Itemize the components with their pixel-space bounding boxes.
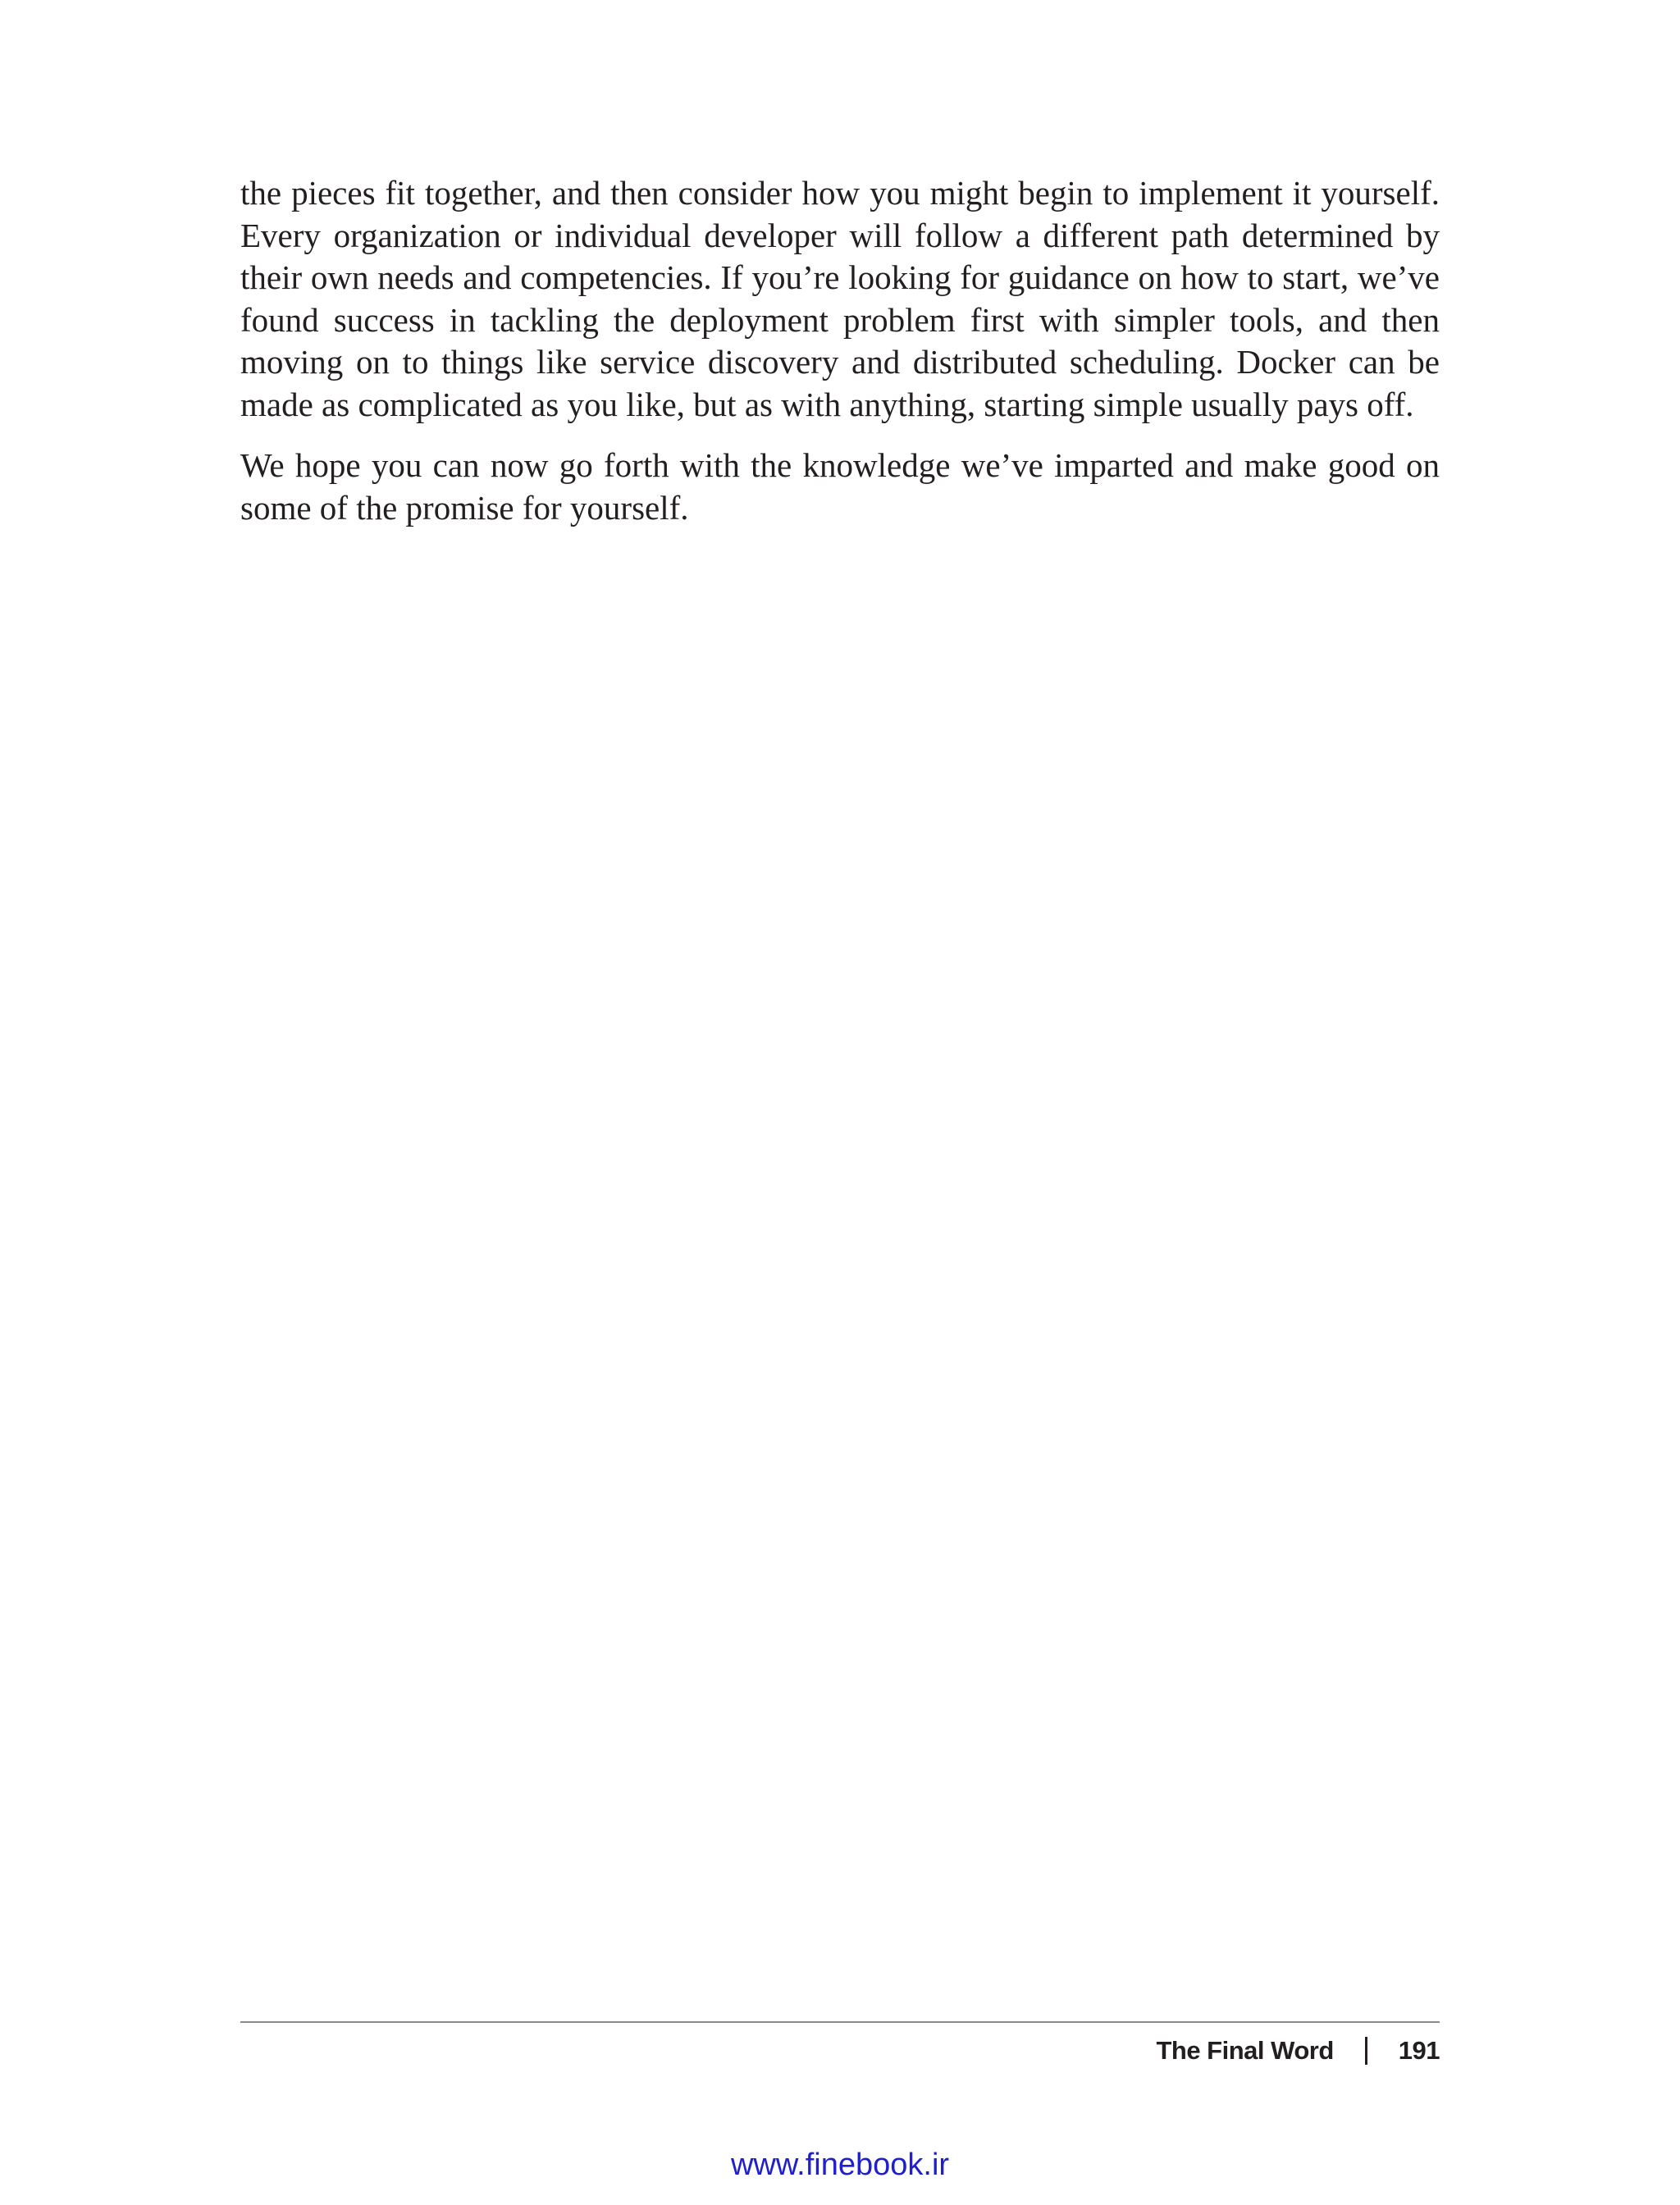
footer-rule	[240, 2021, 1440, 2023]
watermark-link: www.finebook.ir	[730, 2148, 950, 2182]
page-number: 191	[1398, 2036, 1440, 2065]
chapter-title: The Final Word	[1156, 2036, 1334, 2065]
running-footer	[1156, 2033, 1440, 2069]
body-text	[240, 172, 1440, 548]
paragraph-2: We hope you can now go forth with the knowledge we’ve imparted and make good on some of the promise for yourself.	[240, 446, 1440, 527]
footer-separator	[1365, 2037, 1367, 2065]
paragraph-1: the pieces fit together, and then consider how you might begin to implement it yourself. Every organization or individual developer will follow a different path determined by their own needs and competencies. If you’re looking for guidance on how to start, we’ve found success in tackling the deployment problem first with simpler tools, and then moving on to things like service discovery and distributed scheduling. Docker can be made as complicated as you like, but as with anything, starting simple usually pays off.	[240, 174, 1440, 423]
